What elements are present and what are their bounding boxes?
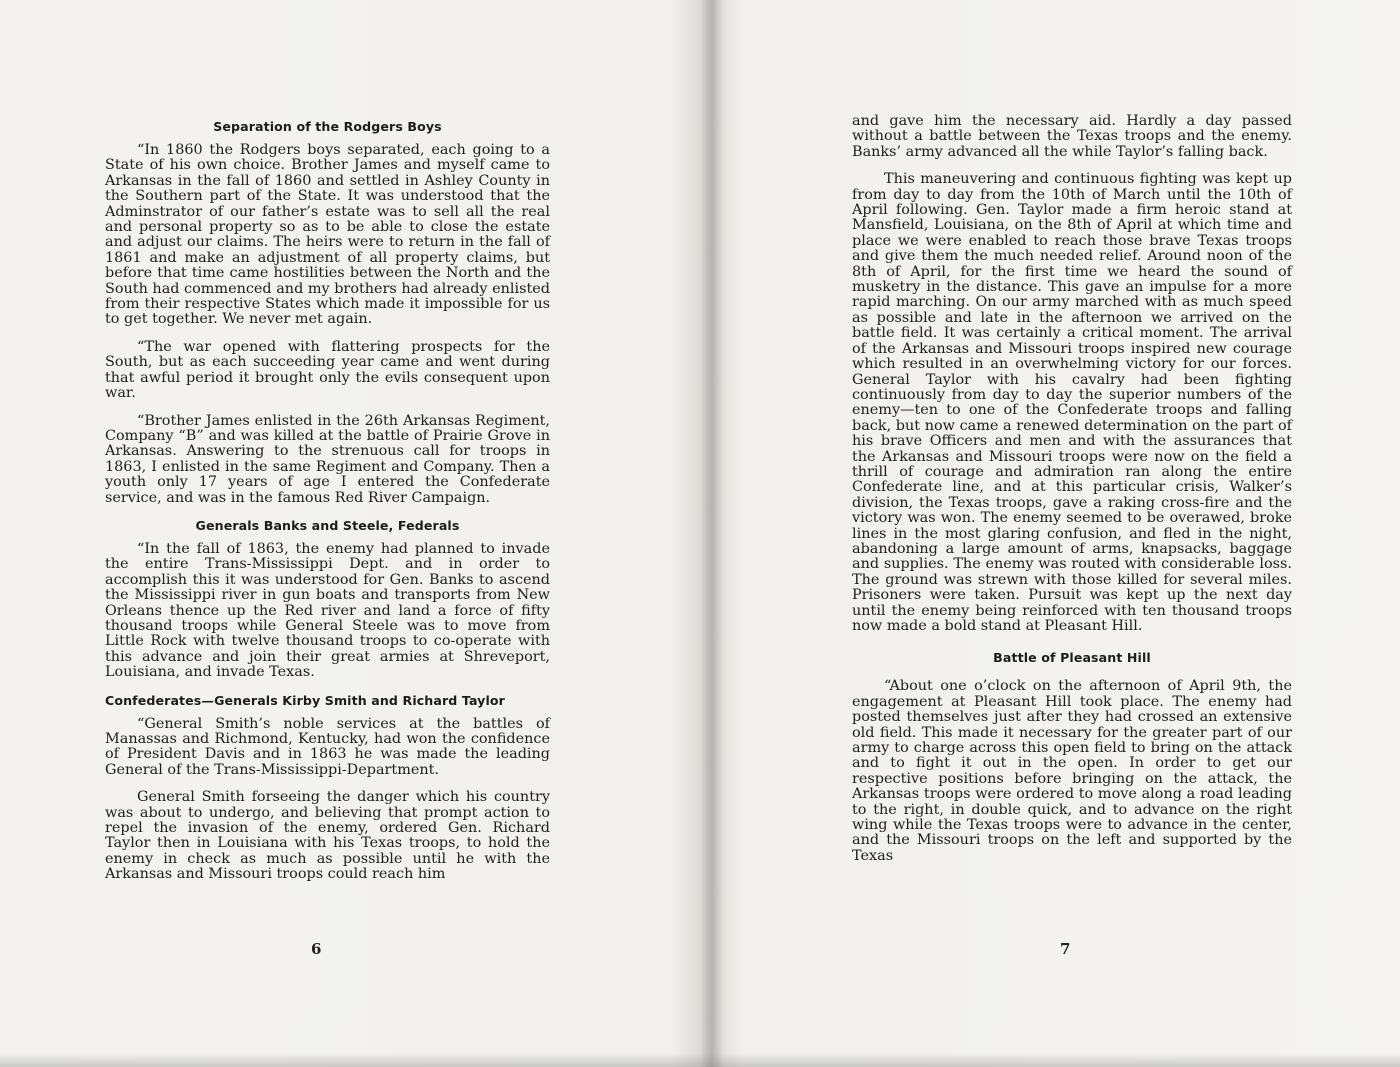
left-page <box>105 0 550 1067</box>
heading-separation: Separation of the Rodgers Boys <box>213 119 442 134</box>
right-page <box>852 0 1292 1067</box>
paragraph: and gave him the necessary aid. Hardly a day passed without a battle between the Texas troops and the enemy. Banks’ army advanced all the while Taylor’s falling back. <box>852 113 1292 160</box>
paragraph: “In the fall of 1863, the enemy had planned to invade the entire Trans-Mississippi Dept. and in order to accomplish this it was understood for Gen. Banks to ascend the Mississippi river in gun boats and transports from New Orleans thence up the Red river and land a force of fifty thousand troops while General Steele was to move from Little Rock with twelve thousand troops to co-operate with this advance and join their great armies at Shreveport, Louisiana, and invade Texas. <box>105 540 550 681</box>
paragraph: General Smith forseeing the danger which his country was about to undergo, and believing that prompt action to repel the invasion of the enemy, ordered Gen. Richard Taylor then in Louisiana with his Texas troops, to hold the enemy in check as much as possible until he with the Arkansas and Missouri troops could reach him <box>105 789 550 883</box>
right-page-text <box>852 114 1292 876</box>
paragraph: “In 1860 the Rodgers boys separated, each going to a State of his own choice. Brother James and myself came to Arkansas in the fall of 1860 and settled in Ashley County in the Southern part of the State. It was understood that the Adminstrator of our father’s estate was to sell all the real and personal property so as to be able to close the estate and adjust our claims. The heirs were to return in the fall of 1861 and make an adjustment of all property claims, but before that time came hostilities between the North and the South had commenced and my brothers had already enlisted from their respective States which made it impossible for us to get together. We never met again. <box>105 142 550 328</box>
paragraph: This maneuvering and continuous fighting was kept up from day to day from the 10th of March until the 10th of April following. Gen. Taylor made a firm heroic stand at Mansfield, Louisiana, on the 8th of April at which time and place we were enabled to reach those brave Texas troops and give them the much needed relief. Around noon of the 8th of April, for the first time we heard the sound of musketry in the distance. This gave an impulse for a more rapid marching. On our army marched with as much speed as possible and late in the afternoon we arrived on the battle field. It was certainly a critical moment. The arrival of the Arkansas and Missouri troops inspired new courage which resulted in an overwhelming victory for our forces. General Taylor with his cavalry had been fighting continuously from day to day the superior numbers of the enemy—ten to one of the Confederate troops and falling back, but now came a renewed determination on the part of his brave Officers and men and with the assurances that the Arkansas and Missouri troops were now on the field a thrill of courage and admiration ran along the entire Confederate line, and at this particular crisis, Walker’s division, the Texas troops, gave a raking cross-fire and the victory was won. The enemy seemed to be overawed, broke lines in the most glaring confusion, and fled in the night, abandoning a large amount of arms, knapsacks, baggage and supplies. The enemy was routed with considerable loss. The ground was strewn with those killed for several miles. Prisoners were taken. Pursuit was kept up the next day until the enemy being reinforced with ten thousand troops now made a bold stand at Pleasant Hill. <box>852 171 1292 634</box>
heading-banks-steele: Generals Banks and Steele, Federals <box>195 517 460 533</box>
book-gutter <box>700 0 724 1067</box>
paragraph: “The war opened with flattering prospects for the South, but as each succeeding year came and went during that awful period it brought only the evils consequent upon war. <box>105 338 550 402</box>
page-bottom-edge <box>0 1053 1400 1067</box>
heading-confederates: Confederates—Generals Kirby Smith and Richard Taylor <box>105 692 505 708</box>
heading-pleasant-hill: Battle of Pleasant Hill <box>993 650 1151 666</box>
page-number: 7 <box>1060 940 1071 958</box>
page-number: 6 <box>311 940 322 958</box>
left-page-text <box>105 119 550 895</box>
paragraph: “General Smith’s noble services at the battles of Manassas and Richmond, Kentucky, had won the confidence of President Davis and in 1863 he was made the leading General of the Trans-Mississippi-Department. <box>105 715 550 778</box>
paragraph: “Brother James enlisted in the 26th Arkansas Regiment, Company “B” and was killed at the battle of Prairie Grove in Arkansas. Answering to the strenuous call for troops in 1863, I enlisted in the same Regiment and Company. Then a youth only 17 years of age I entered the Confederate service, and was in the famous Red River Campaign. <box>105 412 550 506</box>
paragraph: “About one o’clock on the afternoon of April 9th, the engagement at Pleasant Hill took place. The enemy had posted themselves just after they had crossed an extensive old field. This made it necessary for the greater part of our army to charge across this open field to bring on the attack and to fight it out in the open. In order to get our respective positions before bringing on the attack, the Arkansas troops were ordered to move along a road leading to the right, in double quick, and to advance on the right wing while the Texas troops were to advance in the center, and the Missouri troops on the left and supported by the Texas <box>852 678 1292 864</box>
